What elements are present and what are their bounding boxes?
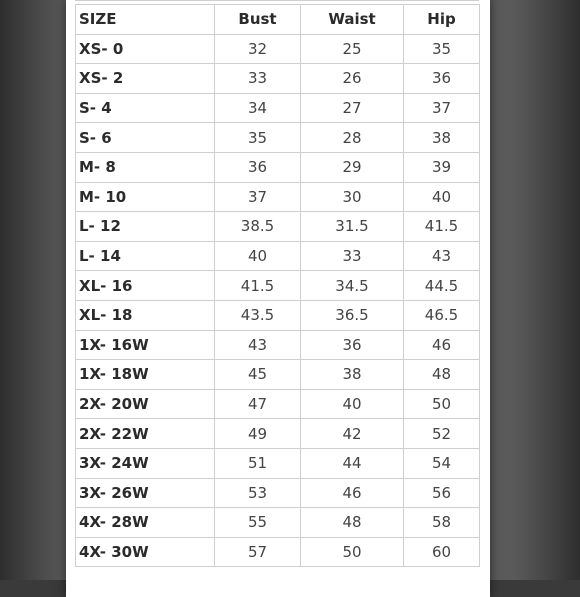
table-row [76, 93, 480, 123]
waist-cell: 28 [301, 123, 404, 153]
waist-cell: 48 [301, 508, 404, 538]
table-row [76, 271, 480, 301]
size-cell: 4X- 30W [76, 537, 215, 567]
hip-cell: 37 [404, 93, 480, 123]
bust-cell: 40 [215, 241, 301, 271]
size-cell: XS- 2 [76, 64, 215, 94]
bust-cell: 45 [215, 360, 301, 390]
waist-cell: 36 [301, 330, 404, 360]
hip-cell: 38 [404, 123, 480, 153]
hip-cell: 52 [404, 419, 480, 449]
bust-cell: 43 [215, 330, 301, 360]
waist-cell: 31.5 [301, 212, 404, 242]
size-cell: 2X- 22W [76, 419, 215, 449]
bust-cell: 43.5 [215, 300, 301, 330]
size-cell: XS- 0 [76, 34, 215, 64]
hip-cell: 60 [404, 537, 480, 567]
hip-cell: 58 [404, 508, 480, 538]
size-cell: 2X- 20W [76, 389, 215, 419]
size-cell: M- 10 [76, 182, 215, 212]
size-cell: 1X- 18W [76, 360, 215, 390]
bust-cell: 34 [215, 93, 301, 123]
waist-cell: 34.5 [301, 271, 404, 301]
table-row [76, 360, 480, 390]
waist-cell: 38 [301, 360, 404, 390]
bust-cell: 49 [215, 419, 301, 449]
table-row [76, 330, 480, 360]
size-cell: M- 8 [76, 152, 215, 182]
bust-cell: 47 [215, 389, 301, 419]
bust-cell: 53 [215, 478, 301, 508]
header-size: SIZE [76, 5, 215, 35]
size-cell: S- 6 [76, 123, 215, 153]
table-row [76, 448, 480, 478]
waist-cell: 40 [301, 389, 404, 419]
hip-cell: 56 [404, 478, 480, 508]
table-row [76, 182, 480, 212]
size-cell: XL- 18 [76, 300, 215, 330]
hip-cell: 35 [404, 34, 480, 64]
table-row [76, 64, 480, 94]
size-cell: 4X- 28W [76, 508, 215, 538]
bust-cell: 55 [215, 508, 301, 538]
waist-cell: 29 [301, 152, 404, 182]
bust-cell: 37 [215, 182, 301, 212]
table-row [76, 212, 480, 242]
table-row [76, 389, 480, 419]
table-body [76, 34, 480, 567]
table-row [76, 241, 480, 271]
waist-cell: 42 [301, 419, 404, 449]
size-cell: L- 14 [76, 241, 215, 271]
table-row [76, 537, 480, 567]
waist-cell: 44 [301, 448, 404, 478]
bust-cell: 41.5 [215, 271, 301, 301]
hip-cell: 50 [404, 389, 480, 419]
waist-cell: 46 [301, 478, 404, 508]
waist-cell: 27 [301, 93, 404, 123]
waist-cell: 50 [301, 537, 404, 567]
size-cell: 3X- 26W [76, 478, 215, 508]
table-top-border [75, 0, 479, 1]
waist-cell: 26 [301, 64, 404, 94]
hip-cell: 44.5 [404, 271, 480, 301]
hip-cell: 48 [404, 360, 480, 390]
bust-cell: 35 [215, 123, 301, 153]
hip-cell: 46.5 [404, 300, 480, 330]
waist-cell: 33 [301, 241, 404, 271]
header-bust: Bust [215, 5, 301, 35]
bust-cell: 38.5 [215, 212, 301, 242]
size-cell: L- 12 [76, 212, 215, 242]
hip-cell: 43 [404, 241, 480, 271]
table-row [76, 152, 480, 182]
table-header-row [76, 5, 480, 35]
waist-cell: 30 [301, 182, 404, 212]
hip-cell: 36 [404, 64, 480, 94]
size-cell: 3X- 24W [76, 448, 215, 478]
table-row [76, 123, 480, 153]
hip-cell: 54 [404, 448, 480, 478]
hip-cell: 41.5 [404, 212, 480, 242]
header-waist: Waist [301, 5, 404, 35]
size-cell: S- 4 [76, 93, 215, 123]
hip-cell: 46 [404, 330, 480, 360]
bust-cell: 33 [215, 64, 301, 94]
table-row [76, 419, 480, 449]
size-chart-sheet [66, 0, 490, 597]
size-chart-table [75, 4, 480, 567]
hip-cell: 40 [404, 182, 480, 212]
table-row [76, 478, 480, 508]
bust-cell: 36 [215, 152, 301, 182]
table-row [76, 300, 480, 330]
bust-cell: 51 [215, 448, 301, 478]
size-cell: XL- 16 [76, 271, 215, 301]
hip-cell: 39 [404, 152, 480, 182]
waist-cell: 36.5 [301, 300, 404, 330]
waist-cell: 25 [301, 34, 404, 64]
table-row [76, 508, 480, 538]
bust-cell: 32 [215, 34, 301, 64]
size-cell: 1X- 16W [76, 330, 215, 360]
bust-cell: 57 [215, 537, 301, 567]
table-row [76, 34, 480, 64]
header-hip: Hip [404, 5, 480, 35]
